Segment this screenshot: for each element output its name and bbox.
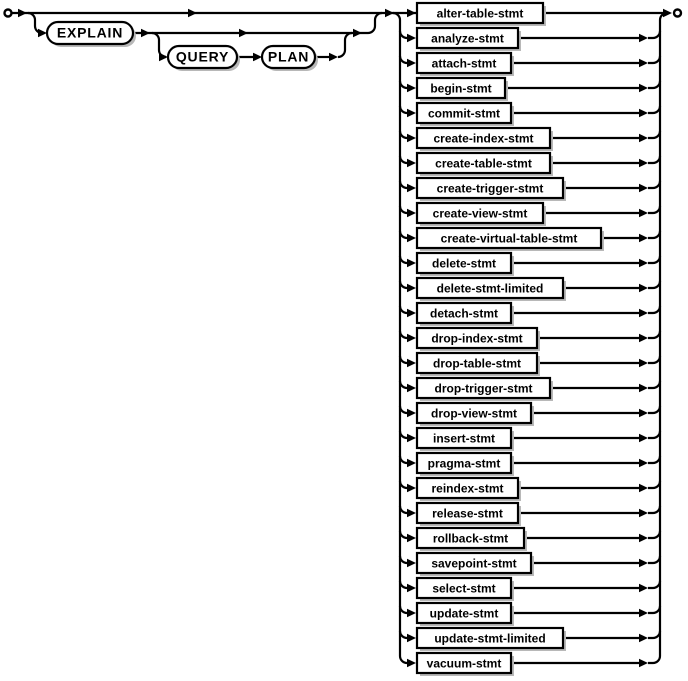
nonterminal-commit-stmt[interactable] bbox=[417, 103, 514, 126]
keyword-label: EXPLAIN bbox=[56, 24, 124, 41]
terminal-query bbox=[168, 46, 240, 71]
statement-label: delete-stmt bbox=[431, 256, 497, 271]
nonterminal-begin-stmt[interactable] bbox=[417, 78, 508, 101]
nonterminal-delete-stmt-limited[interactable] bbox=[417, 278, 566, 301]
nonterminal-reindex-stmt[interactable] bbox=[417, 478, 521, 501]
nonterminal-update-stmt[interactable] bbox=[417, 603, 514, 626]
terminal-explain bbox=[47, 22, 136, 47]
nonterminal-vacuum-stmt[interactable] bbox=[417, 653, 514, 676]
statement-label: savepoint-stmt bbox=[431, 556, 517, 571]
start-terminal-icon bbox=[5, 10, 12, 17]
statement-label: detach-stmt bbox=[429, 306, 499, 321]
statement-label: create-trigger-stmt bbox=[436, 181, 544, 196]
nonterminal-update-stmt-limited[interactable] bbox=[417, 628, 566, 651]
statement-label: drop-trigger-stmt bbox=[434, 381, 533, 396]
statement-label: update-stmt-limited bbox=[434, 631, 546, 646]
statement-label: create-virtual-table-stmt bbox=[440, 231, 578, 246]
statement-label: drop-view-stmt bbox=[430, 406, 518, 421]
nonterminal-drop-table-stmt[interactable] bbox=[417, 353, 540, 376]
statement-label: create-table-stmt bbox=[435, 156, 532, 171]
nonterminal-create-index-stmt[interactable] bbox=[417, 128, 553, 151]
nonterminal-alter-table-stmt[interactable] bbox=[417, 3, 546, 26]
nonterminal-create-view-stmt[interactable] bbox=[417, 203, 546, 226]
statement-label: pragma-stmt bbox=[427, 456, 501, 471]
statement-label: commit-stmt bbox=[427, 106, 501, 121]
nonterminal-create-trigger-stmt[interactable] bbox=[417, 178, 566, 201]
nonterminal-release-stmt[interactable] bbox=[417, 503, 521, 526]
nonterminal-detach-stmt[interactable] bbox=[417, 303, 514, 326]
statement-label: create-view-stmt bbox=[432, 206, 528, 221]
nonterminal-drop-view-stmt[interactable] bbox=[417, 403, 534, 426]
statement-label: analyze-stmt bbox=[431, 31, 504, 46]
statement-label: delete-stmt-limited bbox=[436, 281, 544, 296]
statement-label: select-stmt bbox=[432, 581, 496, 596]
statement-label: attach-stmt bbox=[431, 56, 497, 71]
nonterminal-attach-stmt[interactable] bbox=[417, 53, 514, 76]
nonterminal-savepoint-stmt[interactable] bbox=[417, 553, 534, 576]
statement-label: reindex-stmt bbox=[431, 481, 504, 496]
nonterminal-pragma-stmt[interactable] bbox=[417, 453, 514, 476]
statement-label: begin-stmt bbox=[430, 81, 492, 96]
nonterminal-drop-trigger-stmt[interactable] bbox=[417, 378, 553, 401]
nonterminal-rollback-stmt[interactable] bbox=[417, 528, 527, 551]
nonterminal-drop-index-stmt[interactable] bbox=[417, 328, 540, 351]
keyword-label: PLAN bbox=[267, 48, 310, 65]
statement-label: update-stmt bbox=[429, 606, 499, 621]
statement-label: release-stmt bbox=[432, 506, 503, 521]
nonterminal-create-table-stmt[interactable] bbox=[417, 153, 553, 176]
nonterminal-insert-stmt[interactable] bbox=[417, 428, 514, 451]
statement-label: drop-table-stmt bbox=[433, 356, 521, 371]
statement-label: vacuum-stmt bbox=[426, 656, 502, 671]
nonterminal-delete-stmt[interactable] bbox=[417, 253, 514, 276]
statement-label: rollback-stmt bbox=[432, 531, 509, 546]
statement-label: alter-table-stmt bbox=[436, 6, 524, 21]
statement-label: drop-index-stmt bbox=[431, 331, 523, 346]
nonterminal-create-virtual-table-stmt[interactable] bbox=[417, 228, 604, 251]
statement-label: create-index-stmt bbox=[433, 131, 534, 146]
nonterminal-analyze-stmt[interactable] bbox=[417, 28, 521, 51]
terminal-plan bbox=[262, 46, 318, 71]
end-terminal-icon bbox=[674, 10, 681, 17]
keyword-label: QUERY bbox=[175, 48, 230, 65]
nonterminal-select-stmt[interactable] bbox=[417, 578, 514, 601]
statement-label: insert-stmt bbox=[432, 431, 496, 446]
